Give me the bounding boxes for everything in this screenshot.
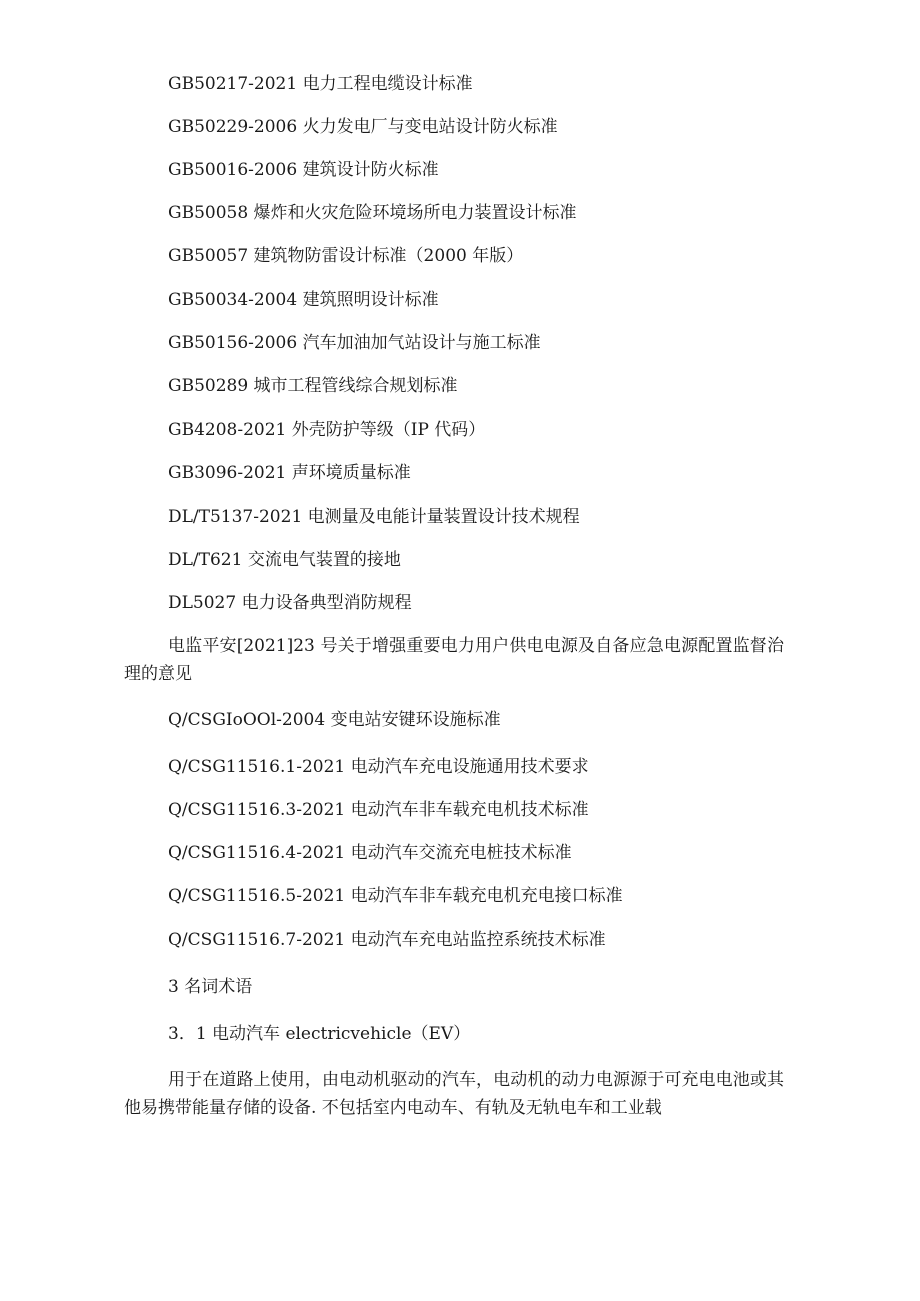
standard-gb50057: GB50057 建筑物防雷设计标准（2000 年版） xyxy=(168,246,524,266)
standard-qcsg-11516-4: Q/CSG11516.4-2021 电动汽车交流充电桩技术标准 xyxy=(168,843,572,863)
paragraph-ev-definition: 用于在道路上使用，由电动机驱动的汽车，电动机的动力电源源于可充电电池或其他易携带能量存储的设备. 不包括室内电动车、有轨及无轨电车和工业载 xyxy=(124,1070,784,1118)
standard-dlt621: DL/T621 交流电气装置的接地 xyxy=(168,550,401,570)
standard-gb4208: GB4208-2021 外壳防护等级（IP 代码） xyxy=(168,420,486,440)
term-heading-ev: 3．1 电动汽车 electricvehicle（EV） xyxy=(168,1024,471,1044)
standard-gb50034: GB50034-2004 建筑照明设计标准 xyxy=(168,290,439,310)
standard-qcsg-1001: Q/CSGIoOOl-2004 变电站安键环设施标准 xyxy=(168,710,501,730)
standard-gb50058: GB50058 爆炸和火灾危险环境场所电力装置设计标准 xyxy=(168,203,577,223)
standard-qcsg-11516-3: Q/CSG11516.3-2021 电动汽车非车载充电机技术标准 xyxy=(168,800,589,820)
section-heading-terms: 3 名词术语 xyxy=(168,977,253,997)
standard-gb50016: GB50016-2006 建筑设计防火标准 xyxy=(168,160,439,180)
standard-gb50156: GB50156-2006 汽车加油加气站设计与施工标准 xyxy=(168,333,541,353)
standard-gb3096: GB3096-2021 声环境质量标准 xyxy=(168,463,411,483)
standard-qcsg-11516-1: Q/CSG11516.1-2021 电动汽车充电设施通用技术要求 xyxy=(168,757,589,777)
standard-dl5027: DL5027 电力设备典型消防规程 xyxy=(168,593,412,613)
standard-gb50289: GB50289 城市工程管线综合规划标准 xyxy=(168,376,458,396)
standard-gb50217: GB50217-2021 电力工程电缆设计标准 xyxy=(168,74,473,94)
standard-qcsg-11516-5: Q/CSG11516.5-2021 电动汽车非车载充电机充电接口标准 xyxy=(168,886,623,906)
standard-qcsg-11516-7: Q/CSG11516.7-2021 电动汽车充电站监控系统技术标准 xyxy=(168,930,606,950)
standard-gb50229: GB50229-2006 火力发电厂与变电站设计防火标准 xyxy=(168,117,558,137)
standard-dlt5137: DL/T5137-2021 电测量及电能计量装置设计技术规程 xyxy=(168,507,580,527)
paragraph-regulation-notice: 电监平安[2021]23 号关于增强重要电力用户供电电源及自备应急电源配置监督治理的意见 xyxy=(124,636,784,684)
